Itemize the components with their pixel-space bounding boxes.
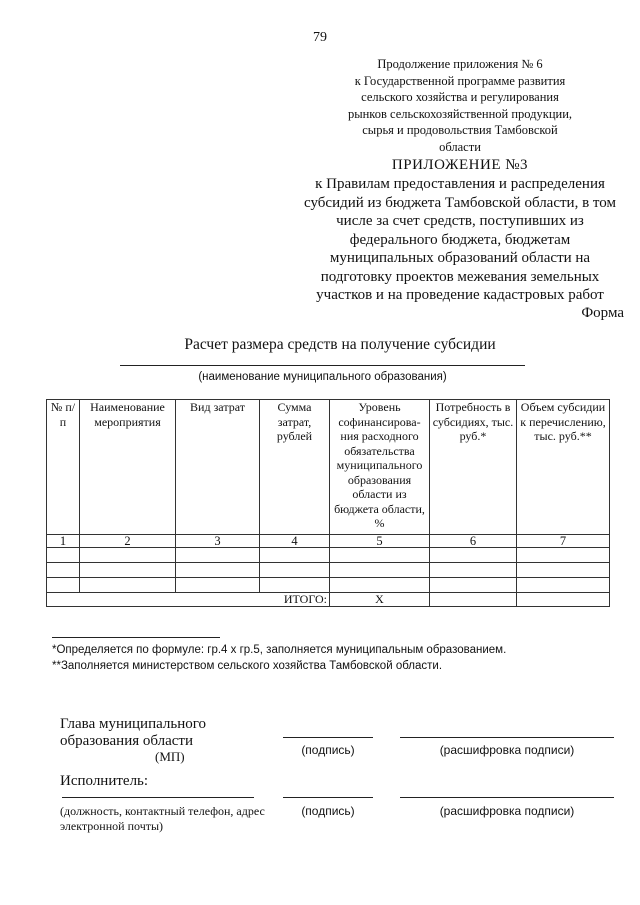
header-cell: Вид затрат [176, 400, 260, 535]
header-cell: Уровень софинансирова-ния расходного обязательства муниципального образования области из бюджета области, % [330, 400, 430, 535]
continuation-line: к Государственной программе развития [354, 73, 566, 88]
continuation-line: рынков сельскохозяйственной продукции, [347, 106, 573, 121]
head-decoding-line[interactable] [400, 737, 614, 738]
total-cell[interactable] [430, 593, 517, 607]
appendix-line: к Правилам предоставления и распределения [315, 176, 605, 192]
signature-caption: (подпись) [301, 804, 355, 818]
column-number-row [47, 535, 610, 548]
subsidy-table [46, 399, 610, 607]
continuation-line: сельского хозяйства и регулирования [361, 90, 559, 104]
executor-position-line[interactable] [62, 797, 254, 798]
document-title: Расчет размера средств на получение субсидии [184, 336, 496, 353]
column-number: 1 [47, 535, 80, 548]
continuation-line: Продолжение приложения № 6 [377, 57, 543, 71]
header-cell: Объем субсидии к перечислению, тыс. руб.** [517, 400, 610, 535]
total-cell[interactable] [517, 593, 610, 607]
table-row[interactable] [47, 578, 610, 593]
appendix-line: числе за счет средств, поступивших из [336, 213, 584, 229]
footnote: **Заполняется министерством сельского хозяйства Тамбовской области. [52, 660, 443, 672]
table-row[interactable] [47, 563, 610, 578]
column-number: 5 [330, 535, 430, 548]
header-cell: Потребность в субсидиях, тыс. руб.* [430, 400, 517, 535]
total-row [47, 593, 610, 607]
municipality-name-field[interactable] [120, 365, 525, 366]
total-mark: Х [330, 593, 430, 607]
header-cell: № п/п [47, 400, 80, 535]
continuation-line: сырья и продовольствия Тамбовской [362, 123, 558, 137]
decoding-caption: (расшифровка подписи) [439, 743, 575, 757]
table-row[interactable] [47, 548, 610, 563]
column-number: 7 [517, 535, 610, 548]
column-number: 2 [80, 535, 176, 548]
footnote: *Определяется по формуле: гр.4 х гр.5, заполняется муниципальным образованием. [52, 644, 507, 656]
executor-label: Исполнитель: [60, 773, 149, 789]
appendix-line: субсидий из бюджета Тамбовской области, в том [304, 194, 616, 211]
header-cell: Сумма затрат, рублей [260, 400, 330, 535]
appendix-line: федерального бюджета, бюджетам [349, 231, 571, 248]
appendix-line: подготовку проектов межевания земельных [320, 268, 600, 285]
executor-signature-line[interactable] [283, 797, 373, 798]
total-label: ИТОГО: [47, 593, 330, 607]
executor-decoding-line[interactable] [400, 797, 614, 798]
column-number: 6 [430, 535, 517, 548]
footnote-divider [52, 637, 220, 638]
head-label: Глава муниципального образования области [60, 716, 207, 749]
continuation-line: области [439, 139, 481, 154]
table-header-row [47, 400, 610, 535]
head-signature-line[interactable] [283, 737, 373, 738]
appendix-title: ПРИЛОЖЕНИЕ №3 [391, 157, 529, 173]
page-number: 79 [313, 30, 327, 45]
signature-caption: (подпись) [301, 743, 355, 757]
continuation-note [300, 56, 620, 155]
decoding-caption: (расшифровка подписи) [439, 804, 575, 818]
header-cell: Наименование мероприятия [80, 400, 176, 535]
appendix-line: муниципальных образований области на [329, 250, 591, 266]
appendix-body [295, 175, 625, 305]
form-label: Форма [581, 305, 624, 321]
column-number: 3 [176, 535, 260, 548]
appendix-line: участков и на проведение кадастровых работ [316, 287, 604, 303]
column-number: 4 [260, 535, 330, 548]
executor-caption: (должность, контактный телефон, адрес электронной почты) [60, 804, 265, 833]
seal-placeholder: (МП) [155, 749, 185, 764]
municipality-caption: (наименование муниципального образования) [198, 371, 447, 383]
